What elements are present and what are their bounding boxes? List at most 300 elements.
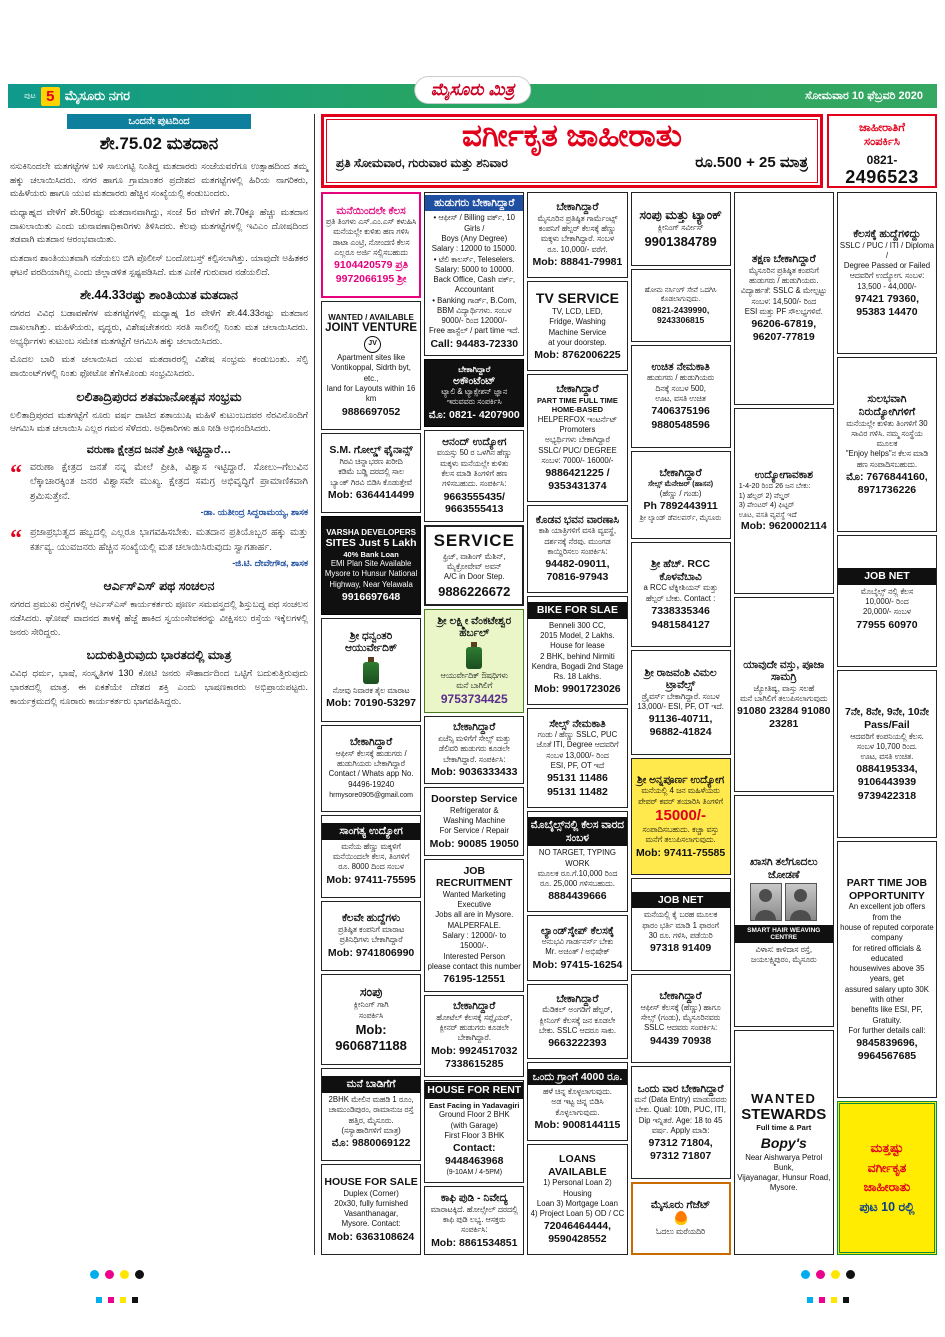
ad-body-line: Refrigerator & <box>449 805 499 815</box>
ad-title: PART TIME JOB OPPORTUNITY <box>846 877 928 902</box>
ad-phone-number: 9481584127 <box>651 618 710 631</box>
flame-icon <box>675 1211 687 1225</box>
classified-ad <box>837 1101 937 1255</box>
ad-phone-number: 91080 23284 91080 23281 <box>737 705 831 730</box>
ad-phone-number: 91136-40711, 96882-41824 <box>648 713 713 738</box>
ad-body-line: ಅಡ ಇಟ್ಟ ಚಿನ್ನ ಬಿಡಿಸಿ <box>551 1097 604 1107</box>
classified-ad <box>424 716 524 785</box>
continuation-kicker: ಒಂದನೇ ಪುಟದಿಂದ <box>67 114 252 129</box>
ad-body-line: ಮೈಕ್ರೋವೇವ್ ಅವನ್ <box>446 562 502 571</box>
ad-phone-number: Mob: 9036333433 <box>431 765 518 778</box>
ad-body-line: Near Aishwarya Petrol Bunk, <box>745 1152 823 1172</box>
reg-dot-cyan <box>90 1270 99 1279</box>
ad-title: ಸುಲಭವಾಗಿ ನಿರುದ್ಯೋಗಿಗಳಿಗೆ <box>858 393 916 418</box>
ad-body-line: ಚಾಮುಂಡಿಪುರಂ, ರಾಮಾನುಜ ರಸ್ತೆ <box>328 1105 414 1115</box>
article-subheadline: ಲಲಿತಾದ್ರಿಪುರದ ಶತಮಾನೋತ್ಸವ ಸಂಭ್ರಮ <box>76 389 242 404</box>
ad-body-line: ಕೊಡಲಾಗುವುದು. <box>660 295 701 303</box>
ad-column <box>527 192 627 1255</box>
ad-body-line: ಕಡಿಮೆ ಬಡ್ಡಿ ದರದಲ್ಲಿ ಸಾಲ <box>338 467 404 477</box>
ad-title: ಯಾವುದೇ ವಸ್ತು, ಪೂಜಾ ಸಾಮಗ್ರಿ <box>743 658 825 684</box>
ad-phone-number: 8884439666 <box>548 890 607 903</box>
ad-body-line: ವಿದ್ಯಾರ್ಹತೆ: SSLC & ಮೇಲ್ಪಟ್ಟು <box>740 286 827 296</box>
reg-sq-yellow <box>831 1297 837 1303</box>
ad-highlight-amount: 15000/- <box>655 807 707 825</box>
ad-title: ಬೇಕಾಗಿದ್ದಾರೆ <box>659 990 702 1003</box>
reg-sq-yellow <box>120 1297 126 1303</box>
ad-phone-number: 97421 79360, 95383 14470 <box>854 293 920 318</box>
ad-body-line: Mysore. <box>769 1183 798 1193</box>
ad-title: ಹುಡುಗರು ಬೇಕಾಗಿದ್ದಾರೆ <box>425 195 523 212</box>
quote-attribution: -ಜಿ.ಟಿ. ದೇವೇಗೌಡ, ಶಾಸಕ <box>232 557 308 568</box>
classified-header <box>321 114 937 188</box>
ad-title: LOANS AVAILABLE <box>548 1153 607 1178</box>
ad-subtitle: 40% Bank Loan <box>343 549 399 559</box>
ad-body-line: ಸಂಬಳ: 14,500/- ರಿಂದ <box>751 296 817 306</box>
ad-title: ತಕ್ಷಣ ಬೇಕಾಗಿದ್ದಾರೆ <box>751 253 816 266</box>
classified-ad <box>424 1080 524 1184</box>
ad-body-line: EMI Plan Site Available <box>330 559 412 569</box>
ad-title: ಒಂದು ಗ್ರಾಂಗೆ 4000 ರೂ. <box>528 1069 626 1086</box>
classified-ad <box>631 758 731 876</box>
ad-phone-number: 9880548596 <box>651 418 710 431</box>
ad-title: ಸಂಪು <box>359 985 383 1000</box>
ad-title: ಆನಂದ್ ಉದ್ಯೋಗ <box>442 435 507 448</box>
ad-body-line: ಊಟ, ವಸತಿ ವ್ಯವಸ್ಥೆ ಇದೆ <box>738 509 797 519</box>
ad-body-line: ಹೋಮ ನರ್ಸಿಂಗ್ ಸೇವೆ ಒದಗಿಸಿ <box>644 286 717 294</box>
ad-body-line: NO TARGET, TYPING WORK <box>538 848 616 868</box>
ad-subtitle: PART TIME FULL TIME HOME-BASED <box>536 395 618 415</box>
ad-footer-text: hrmysore0905@gmail.com <box>329 791 413 799</box>
classified-ad <box>527 192 627 278</box>
article-column <box>10 114 315 1255</box>
classified-ad <box>424 859 524 992</box>
ad-body-line: ಹೋಟೆಲ್ ಕೆಲಸಕ್ಕೆ ಸಪ್ಲೈಯರ್, <box>436 1012 513 1022</box>
ad-body-line: ದರ್ಶನಕ್ಕೆ ನೆರವು. ಮುಂಗಡ <box>544 536 611 546</box>
ad-phone-number: 7338615285 <box>445 1058 504 1071</box>
ad-body-line: • ಆಫೀಸ್ / Billing ವರ್ಕ್, 10 Girls / <box>433 213 516 233</box>
ad-body-line: ಕ್ಲೀನರ್ ಹುಡುಗರು ಕೂಡಲೇ <box>439 1023 509 1033</box>
ad-title: ಬೇಕಾಗಿದ್ದಾರೆ <box>556 201 599 214</box>
ad-body-line: ದಿನಕ್ಕೆ ಸಂಬಳ 500, <box>655 383 706 393</box>
ad-phone-number: Call: 94483-72330 <box>430 337 519 350</box>
ad-body-line: ಮನೆಯಲ್ಲೇ ಕುಳಿತು ಹಣ ಗಳಿಸಿ <box>333 227 409 237</box>
ad-title: ಶ್ರೀ ಧನ್ವಂತರಿ ಆಯುರ್ವೇದಿಕ್ <box>345 629 398 655</box>
reg-sq-magenta <box>108 1297 114 1303</box>
ad-body-line: ಬೇಕಾಗಿದ್ದಾರೆ. <box>457 1033 492 1043</box>
ad-body-line: An excellent job offers from the <box>848 902 926 922</box>
ad-body-line: ಬ್ಯಾಂಕ್ ಗಿರವಿ ಬಿಡಿಸಿ ಕೊಡುತ್ತೇವೆ <box>330 477 412 487</box>
reg-dot-yellow <box>120 1270 129 1279</box>
ad-phone-number: 9753734425 <box>440 692 508 707</box>
ad-subtitle: Full time & Part <box>756 1123 812 1133</box>
ad-body-line: ಆಯುರ್ವೇದಿಕ್ ಔಷಧಿಗಳು <box>440 670 508 680</box>
ad-footer-text: ಶ್ರೀ ಲ್ಯಾಂಡ್ ಡೆವಲಪರ್ಸ್, ಮೈಸೂರು <box>639 514 722 522</box>
ad-phone-number: ಮೊ: 0821- 4207900 <box>428 408 520 421</box>
ad-title: ಖಾಸಗಿ ತಲೆಗೂದಲು ಜೋಡಣೆ <box>749 855 818 881</box>
ad-body-line: ವರ್ಷ. Apply ಮಾಡಿ: <box>651 1125 710 1135</box>
ad-body-line: 13,000/- ESI, PF, OT ಇದೆ. <box>637 702 724 711</box>
ad-body-line: ಸಾವಿರ ಗಳಿಸಿ. ನಮ್ಮ ಸಂಸ್ಥೆಯ ಮೂಲಕ <box>851 428 923 449</box>
article-paragraph: ಲಲಿತಾದ್ರಿಪುರದ ಮತಗಟ್ಟೆಗೆ ನೂರು ವರ್ಷ ದಾಟಿದ ಶತಾಯುಷಿ ಮಹಿಳೆ ಕುಟುಂಬದವರ ನೆರವಿನೊಂದಿಗೆ ಆಗಮಿಸಿ ಮತ ಚಲಾಯಿಸಿ ಎಲ್ಲರ ಗಮನ ಸೆಳೆದರು. ಅಧಿಕಾರಿಗಳು ಹೂ ನೀಡಿ ಅಭಿನಂದಿಸಿದರು. <box>10 409 308 434</box>
ad-body-line: 2BHK ಮೇಲಿನ ಮಹಡಿ 1 ರೂಂ, <box>328 1095 414 1105</box>
ad-body-line: Benneli 300 CC, <box>549 620 606 630</box>
classified-ad <box>837 357 937 532</box>
more-ads-line: ವರ್ಗೀಕೃತ <box>867 1160 907 1175</box>
ad-body-line: ಸಂಪರ್ಕಿಸಿ <box>358 1010 384 1020</box>
ad-header-text: ಬೇಕಾಗಿದ್ದಾರೆ <box>458 364 491 374</box>
classifieds-section <box>321 114 937 1255</box>
section-name: ಮೈಸೂರು ನಗರ <box>64 88 130 103</box>
pull-quote: “ ವರುಣಾ ಕ್ಷೇತ್ರದ ಜನತೆ ನನ್ನ ಮೇಲೆ ಪ್ರೀತಿ, ವಿಶ್ವಾಸ ಇಟ್ಟಿದ್ದಾರೆ. ಸೋಲು–ಗೆಲುವಿನ ಲೆಕ್ಕಾಚಾರಕ್ಕಿಂತ ಜನರ ವಿಶ್ವಾಸವೇ ಮುಖ್ಯ. ಕ್ಷೇತ್ರದ ಸಮಗ್ರ ಅಭಿವೃದ್ಧಿಗೆ ಪ್ರಾಮಾಣಿಕವಾಗಿ ಶ್ರಮಿಸುತ್ತೇನೆ. -ಡಾ. ಯತೀಂದ್ರ ಸಿದ್ದರಾಮಯ್ಯ, ಶಾಸಕ <box>10 461 308 519</box>
ad-phone-number: Mob: 9924517032 <box>431 1044 518 1057</box>
ad-body-line: ಕ್ಲೀನಿಂಗ್ ಸರ್ವೀಸ್ <box>657 223 704 233</box>
ad-phone-number: 9739422318 <box>857 789 917 802</box>
ad-body-line: ಕಾಫಿ ಪುಡಿ ಲಭ್ಯ. ಆಸಕ್ತರು <box>442 1215 506 1225</box>
ad-body-line: ಹಳೆ ಚಿನ್ನ ಕೊಳ್ಳಲಾಗುವುದು. <box>542 1087 612 1097</box>
ad-phone-number: 9663222393 <box>548 1037 607 1050</box>
ad-body-line: Salary : 12000 to 15000. <box>431 244 517 254</box>
classified-ad <box>631 269 731 341</box>
classified-ad <box>321 901 421 971</box>
page-number: 5 <box>41 87 60 106</box>
ad-title: ಶ್ರೀ ಲಕ್ಷ್ಮೀ ವೆಂಕಟೇಶ್ವರ ಹರ್ಬಲ್ <box>437 614 512 640</box>
ad-body-line: ಸಂಪಾದಿಸಬಹುದು. ಕಚ್ಚಾ ವಸ್ತು <box>642 825 719 835</box>
ad-subtitle: ಸೇಲ್ಸ್ ಮೆನೇಜರ್ (ಹಾಸನ) <box>648 479 714 489</box>
ad-title: ಬೇಕಾಗಿದ್ದಾರೆ <box>349 736 393 749</box>
ad-body-line: ಮೆಡಿಕಲ್ ಅಂಗಡಿಗೆ ಹೆಲ್ಪರ್, <box>542 1005 613 1015</box>
ad-body-line: Duplex (Corner) <box>343 1188 399 1198</box>
ad-body-line: Jobs all are in Mysore. <box>435 910 514 920</box>
ad-body-line: SSLC / PUC / ITI / Diploma / <box>839 240 934 260</box>
ad-body-line: 1) ಹೆಲ್ಪರ್ 2) ವೆಲ್ಡರ್ <box>738 490 791 500</box>
registration-squares-left <box>96 1297 138 1303</box>
ad-body-line: ಮನೆಯಲ್ಲಿ ಕೈ ಬರಹ ಮೂಲಕ <box>643 910 718 920</box>
ad-phone-number: 9886226672 <box>438 583 511 599</box>
ad-body-line: benefits like ESI, PF, Gratuity. <box>851 1005 923 1025</box>
quote-mark-icon: “ <box>10 526 22 553</box>
classified-ad <box>321 301 421 430</box>
ad-body-line: ಊಟ, ವಸತಿ ಉಚಿತ. <box>860 752 914 762</box>
ad-body-line: ಹೆಲ್ಪರ್ ಬೇಕು. Contact : <box>645 593 716 603</box>
ad-body-line: housewives above 35 years, get <box>849 964 925 984</box>
ad-body-line: Loan 3) Mortgage Loan <box>536 1198 618 1208</box>
ad-body-line: Rs. 18 Lakhs. <box>553 672 602 682</box>
ad-body-line: 2015 Model, 2 Lakhs. <box>540 630 615 640</box>
ad-body-line: For further details call: <box>848 1025 926 1035</box>
ad-phone-number: Mob: 9606871188 <box>335 1022 407 1053</box>
ad-phone-number: Mob: 9741806990 <box>327 946 415 959</box>
article-subheadline: ಬದುಕುತ್ತಿರುವುದು ಭಾರತದಲ್ಲಿ ಮಾತ್ರ <box>86 648 232 663</box>
ad-phone-number: 94482-09011, 70816-97943 <box>545 558 610 583</box>
ad-body-line: (ಹೆಣ್ಣು / ಗಂಡು) <box>659 488 702 498</box>
classified-ad <box>527 281 627 371</box>
article-paragraph: ನಗರದ ವಿವಿಧ ಬಡಾವಣೆಗಳ ಮತಗಟ್ಟೆಗಳಲ್ಲಿ ಮಧ್ಯಾಹ್ನ 1ರ ವೇಳೆಗೆ ಶೇ.44.33ರಷ್ಟು ಮತದಾನ ದಾಖಲಾಗಿತ್ತು. ಮಹಿಳೆಯರು, ವೃದ್ಧರು, ವಿಶೇಷಚೇತನರು ಸರತಿ ಸಾಲಿನಲ್ಲಿ ನಿಂತು ಮತ ಚಲಾಯಿಸಿದರು. ಅಭ್ಯರ್ಥಿಗಳು ಕುಟುಂಬ ಸಮೇತ ಮತಗಟ್ಟೆಗೆ ಆಗಮಿಸಿ ಹಕ್ಕು ಚಲಾಯಿಸಿದರು. <box>10 308 308 346</box>
article-paragraph: ನಗರದ ಪ್ರಮುಖ ರಸ್ತೆಗಳಲ್ಲಿ ಆರ್ಎಸ್ಎಸ್ ಕಾರ್ಯಕರ್ತರು ಪೂರ್ಣ ಸಮವಸ್ತ್ರದಲ್ಲಿ ಶಿಸ್ತುಬದ್ಧ ಪಥ ಸಂಚಲನ ನಡೆಸಿದರು. ಘೋಷ್ ವಾದನದ ತಾಳಕ್ಕೆ ಹೆಜ್ಜೆ ಹಾಕಿದ ಸ್ವಯಂಸೇವಕರನ್ನು ವೀಕ್ಷಿಸಲು ರಸ್ತೆಯ ಇಕ್ಕೆಲಗಳಲ್ಲಿ ಜನರು ಸೇರಿದ್ದರು. <box>10 599 308 637</box>
ad-phone-number: Mob: 9620002114 <box>740 520 827 533</box>
article-headline: ಶೇ.75.02 ಮತದಾನ <box>99 134 219 153</box>
ad-body-line: ಮಕ್ಕಳು ಮನೆಯಲ್ಲೇ ಕುಳಿತು <box>440 458 509 468</box>
ad-phone-number: Mob: 97415-16254 <box>532 958 623 971</box>
ad-phone-number: Mob: 97411-75585 <box>635 846 726 859</box>
ad-phone-number: Ph 7892443911 <box>643 500 718 513</box>
classified-ad <box>631 192 731 266</box>
classified-ad <box>631 451 731 539</box>
ad-body-line: ಬೇಕು. Qual: 10th, PUC, ITI, <box>635 1105 726 1115</box>
classified-ad <box>424 192 524 356</box>
more-ads-line: ಮತ್ತಷ್ಟು <box>870 1141 904 1156</box>
ad-title: ಸಂಪು ಮತ್ತು ಟ್ಯಾಂಕ್ <box>639 208 722 223</box>
ad-title: JOINT VENTUREJV <box>324 322 418 353</box>
ad-body-line: Free ಹಾಸ್ಟೆಲ್ / part time ಇದೆ. <box>428 326 520 336</box>
reg-dot-cyan <box>801 1270 810 1279</box>
ad-title: ಶ್ರೀ ಹೆಚ್. RCC ಕೊಳವೆಬಾವಿ <box>651 558 711 583</box>
bottle-icon <box>363 657 379 684</box>
classified-ad <box>527 374 627 502</box>
classified-ad <box>527 708 627 808</box>
ad-body-line: 30 ರೂ. ಗಳಿಸಿ, ಪಡೆಯಿರಿ <box>648 930 713 940</box>
article-paragraph: ವಿವಿಧ ಧರ್ಮ, ಭಾಷೆ, ಸಂಸ್ಕೃತಿಗಳ 130 ಕೋಟಿ ಜನರು ಸೌಹಾರ್ದದಿಂದ ಒಟ್ಟಿಗೆ ಬದುಕುತ್ತಿರುವುದು ಭಾರತದಲ್ಲಿ ಮಾತ್ರ. ಈ ಏಕತೆಯೇ ದೇಶದ ಶಕ್ತಿ ಎಂದು ಭಾಷಣಕಾರರು ಅಭಿಪ್ರಾಯಪಟ್ಟರು. ಕಾರ್ಯಕ್ರಮದಲ್ಲಿ ನೂರಾರು ಕಾರ್ಯಕರ್ತರು ಭಾಗವಹಿಸಿದ್ದರು. <box>10 668 308 706</box>
ad-body-line: Back Office, Cash ವರ್ಕ್, <box>433 275 516 285</box>
ad-footer-text: (9-10AM / 4-5PM) <box>446 1169 503 1177</box>
bottle-icon <box>466 642 482 669</box>
ad-title: ಕೊಡವ ಭವನ ವಾರಣಾಸಿ <box>535 513 620 526</box>
ad-body-line: ಪೇಪರ್ ಕವರ್ ತಯಾರಿಸಿ ತಿಂಗಳಿಗೆ <box>638 796 724 806</box>
reg-dot-yellow <box>831 1270 840 1279</box>
article-paragraph: ನಸುಕಿನಿಂದಲೇ ಮತಗಟ್ಟೆಗಳ ಬಳಿ ಸಾಲುಗಟ್ಟಿ ನಿಂತಿದ್ದ ಮತದಾರರು ಸಂಜೆಯವರೆಗೂ ಉತ್ಸಾಹದಿಂದ ತಮ್ಮ ಹಕ್ಕು ಚಲಾಯಿಸಿದರು. ನಗರ ಹಾಗೂ ಗ್ರಾಮಾಂತರ ಪ್ರದೇಶದ ಮತಗಟ್ಟೆಗಳಲ್ಲಿ ಹಿರಿಯ ನಾಗರಿಕರು, ಮಹಿಳೆಯರು ಹಾಗೂ ಯುವ ಮತದಾರರು ಹೆಚ್ಚಿನ ಸಂಖ್ಯೆಯಲ್ಲಿ ಕಂಡುಬಂದರು. <box>10 161 308 199</box>
ad-body-line: 2 BHK, behind Nirmiti <box>540 651 615 661</box>
ad-phone-number: 7338335346 <box>651 604 710 617</box>
ad-body-line: Highway, Near Yelawala <box>329 579 413 589</box>
ad-body-line: assured salary upto 30K with other <box>844 984 929 1005</box>
ad-body-line: ಜೊತೆ ITI, Degree ಆದವರಿಗೆ <box>536 740 619 750</box>
classified-ad <box>424 525 524 606</box>
ad-body-line: ವಯಸ್ಸು 50 ರ ಒಳಗಿನ ಹೆಣ್ಣು <box>436 448 512 458</box>
ad-body-line: ಸಂಬಳ 10,700 ರಿಂದ. <box>856 741 917 751</box>
ad-body-line: ಮೊಬೈಲ್ಸ್ ನಲ್ಲಿ ಕೆಲಸ <box>860 586 914 596</box>
ad-phone-number: 9663555435/ 9663555413 <box>443 490 505 516</box>
ad-body-line: ಊಟ, ವಸತಿ ಉಚಿತ <box>655 393 706 403</box>
ad-phone-number: 9916697648 <box>341 591 401 604</box>
ad-body-line: ಡೆಲಿವರಿ ಹುಡುಗರು ಕೂಡಲೇ <box>438 744 510 754</box>
registration-marks-left <box>90 1270 144 1279</box>
ad-body-line: 13,500 - 44,000/- <box>857 281 917 291</box>
contact-phone: 2496523 <box>845 166 919 187</box>
ad-title: ಕೆಲಸಕ್ಕೆ ಹುದ್ದೆಗಳಿದ್ದು <box>853 228 921 241</box>
ad-body-line: ರೂ. 8000 ದಿಂದ ಸಂಬಳ <box>338 862 404 872</box>
ad-body-line: Salary : 12000/- to 15000/-. <box>442 930 507 951</box>
quote-attribution: -ಡಾ. ಯತೀಂದ್ರ ಸಿದ್ದರಾಮಯ್ಯ, ಶಾಸಕ <box>200 506 308 517</box>
ad-body-line: 10,000/- ರಿಂದ <box>865 597 909 607</box>
reg-sq-black <box>843 1297 849 1303</box>
ad-title: TV SERVICE <box>535 290 619 307</box>
jv-badge-icon: JV <box>364 336 381 353</box>
ad-body-line: ಕಾಶಿ ಯಾತ್ರಿಗಳಿಗೆ ವಸತಿ ವ್ಯವಸ್ಥೆ, <box>538 526 617 536</box>
classified-ad <box>527 596 627 705</box>
classified-ad <box>321 815 421 898</box>
ad-body-line: • Banking ಗಾರ್ಡ್, B.Com, <box>432 295 517 305</box>
quote-heading: ವರುಣಾ ಕ್ಷೇತ್ರದ ಜನತೆ ಪ್ರೀತಿ ಇಟ್ಟಿದ್ದಾರೆ… <box>86 444 232 457</box>
ad-body-line: ಬೇಕು. SSLC ಆದರೂ ಸಾಕು. <box>538 1026 617 1036</box>
page-content <box>10 114 937 1255</box>
classified-ad <box>631 650 731 754</box>
ad-body-line: 1) Personal Loan 2) Housing <box>543 1178 612 1198</box>
ad-body-line: 9000/- ರಿಂದ 12000/- <box>441 316 507 326</box>
classified-ad <box>837 841 937 1098</box>
ad-phone-number: Mob: 6363108624 <box>327 1230 415 1243</box>
ad-title: ಕೆಲವೇ ಹುದ್ದೆಗಳು <box>341 912 401 925</box>
ad-body-line: ಎಲ್ಲರೂ ಅರ್ಜಿ ಸಲ್ಲಿಸಬಹುದು <box>334 248 408 258</box>
ad-body-line: ESI, PF, OT ಇದೆ <box>550 760 605 770</box>
classified-ad <box>424 995 524 1077</box>
ad-body-line: please contact this number <box>427 961 521 971</box>
ad-body-line: for retired officials & educated <box>852 943 922 963</box>
ad-title: 7ನೇ, 8ನೇ, 9ನೇ, 10ನೇ Pass/Fail <box>845 706 929 731</box>
ad-body-line: HELPERFOX ಇಂಟರ್ನೆಟ್ Promoters <box>537 414 618 434</box>
ad-title: BIKE FOR SLAE <box>528 602 626 619</box>
reg-dot-black <box>846 1270 855 1279</box>
ad-body-line: ಅನುಭವಿ ಗಾರ್ಡನರ್ಸ್ ಬೇಕು <box>541 937 614 947</box>
ad-body-line: ಕೆಲಸ ಮಾಡಿ ತಿಂಗಳಿಗೆ ಹಣ <box>441 469 508 478</box>
ad-phone-number: 97312 71804, 97312 71807 <box>648 1137 713 1162</box>
ad-body-line: Contact / Whats app No. <box>328 769 414 779</box>
ad-title: ಶ್ರೀ ರಾಜವಂಶಿ ವಿಮಲ ಟ್ರಾವೆಲ್ಸ್ <box>644 666 717 692</box>
ad-body-line: SSLC/ PUC/ DEGREE <box>538 445 617 455</box>
ad-phone-number: 0821-2439990, 9243306815 <box>652 304 710 326</box>
ad-body-line: Mysore to Hunsur National <box>324 569 418 579</box>
ad-title: JOB RECRUITMENT <box>436 864 513 890</box>
ad-phone-number: 77955 60970 <box>856 618 918 631</box>
article-paragraph: ಮೊದಲ ಬಾರಿ ಮತ ಚಲಾಯಿಸಿದ ಯುವ ಮತದಾರರಲ್ಲಿ ವಿಶೇಷ ಸಂಭ್ರಮ ಕಂಡುಬಂತು. ಸೆಲ್ಫಿ ಪಾಯಿಂಟ್‌ಗಳಲ್ಲಿ ನಿಂತು ಫೋಟೋ ತೆಗೆಸಿಕೊಂಡು ಸಂಭ್ರಮಿಸಿದರು. <box>10 354 308 379</box>
ad-body-line: ಹುಡುಗರು / ಹುಡುಗಿಯರು <box>647 373 715 383</box>
ad-header-text: WANTED / AVAILABLE <box>328 312 414 322</box>
ad-title: WANTED <box>751 1091 817 1107</box>
ad-phone-number: 95131 11482 <box>547 785 608 798</box>
ad-title: ಸಾಂಗತ್ಯ ಉದ್ಯೋಗ <box>322 823 420 840</box>
ad-body-line: ಕ್ಲೀನಿಂಗ್ ಗಾಗಿ <box>353 1000 389 1010</box>
ad-phone-number: 76195-12551 <box>443 973 506 986</box>
ad-body-line: ಬೇಕಾಗಿದ್ದಾರೆ. ಸಂಪರ್ಕಿಸಿ: <box>443 754 506 764</box>
ad-title: Doorstep Service <box>431 793 518 806</box>
ad-body-line: Apartment sites like <box>337 353 406 363</box>
ad-body-line: Vontikoppal, Sidrth byt, etc., <box>331 363 411 383</box>
ad-title: HOUSE FOR RENT <box>425 1082 523 1099</box>
ad-phone-number: Mob: 9008144115 <box>534 1118 621 1131</box>
classified-ad <box>631 1182 731 1255</box>
ad-body-line: MALPERFALE. <box>447 920 501 930</box>
classified-ad <box>631 345 731 448</box>
ad-body-line: a RCC ಟೆಕ್ನೀಶಿಯನ್ ಮತ್ತು <box>643 583 718 593</box>
ad-phone-number: Mob: 9901723026 <box>534 683 621 696</box>
ad-body-line: ಫ್ರಿಜ್, ವಾಶಿಂಗ್ ಮೆಶಿನ್, <box>442 551 506 561</box>
registration-marks-right <box>801 1270 855 1279</box>
ad-body-line: BBM ವಿದ್ಯಾರ್ಥಿಗಳು. ಸಂಬಳ <box>437 305 512 315</box>
ad-body-line: ಮನೆ ಬಾಗಿಲಿಗೆ ತಲುಪಿಸಲಾಗುವುದು <box>740 694 828 704</box>
classified-ad <box>837 535 937 667</box>
ad-body-line: 4) Project Loan 5) OD / CC <box>530 1209 625 1219</box>
ad-title: ಉಚಿತ ನೇಮಕಾತಿ <box>651 360 710 373</box>
ad-title: HOUSE FOR SALE <box>324 1176 418 1188</box>
ad-body-line: ಆದವರಿಗೆ ಉದ್ಯೋಗ. ಸಂಬಳ: <box>849 271 925 281</box>
ad-title: SITES Just 5 Lakh <box>325 537 417 550</box>
ad-title: ಲ್ಯಾಂಡ್‌ಸ್ಕೇಪ್ ಕೆಲಸಕ್ಕೆ <box>540 924 614 937</box>
ad-body-line: ಆಫೀಸ್ ಕೆಲಸಕ್ಕೆ ಹುಡುಗರು / <box>335 748 407 758</box>
ad-body-line: Interested Person <box>443 951 506 961</box>
ad-body-line: ಪ್ರತಿಷ್ಠಿತ ಕಂಪನಿಗೆ ಮಾರಾಟ <box>337 925 405 935</box>
ad-body-line: ಡಾಟಾ ಎಂಟ್ರಿ, ನೋಂದಣಿ ಕೆಲಸ <box>332 237 410 247</box>
ad-body-line: Washing Machine <box>443 815 506 825</box>
ad-body-line: ಮೈಸೂರಿನ ಪ್ರತಿಷ್ಠಿತ ಗಾರ್ಮೆಂಟ್ಸ್ <box>537 213 618 223</box>
ad-body-line: Vijayanagar, Hunsur Road, <box>737 1173 831 1183</box>
article-paragraph: ಮಧ್ಯಾಹ್ನದ ವೇಳೆಗೆ ಶೇ.50ರಷ್ಟು ಮತದಾನವಾಗಿದ್ದು, ಸಂಜೆ 5ರ ವೇಳೆಗೆ ಶೇ.70ಕ್ಕೂ ಹೆಚ್ಚು ಮತದಾನ ದಾಖಲಾಯಿತು ಎಂದು ಚುನಾವಣಾಧಿಕಾರಿಗಳು ತಿಳಿಸಿದರು. ಕೆಲವು ಮತಗಟ್ಟೆಗಳಲ್ಲಿ ಇವಿಎಂ ದೋಷದಿಂದ ತಡವಾಗಿ ಮತದಾನ ಆರಂಭವಾಯಿತು. <box>10 207 308 245</box>
classified-ad <box>631 974 731 1063</box>
classified-ad <box>631 1066 731 1178</box>
article-subheadline: ಶೇ.44.33ರಷ್ಟು ಶಾಂತಿಯುತ ಮತದಾನ <box>80 288 238 303</box>
ad-header-text: VARSHA DEVELOPERS <box>326 527 416 537</box>
ad-title: ಬೇಕಾಗಿದ್ದಾರೆ <box>659 466 702 479</box>
ad-body-line: ರೂ. 25,000 ಗಳಿಸಬಹುದು. <box>539 879 615 889</box>
ad-title: ಮೊಬೈಲ್ಸ್‌ನಲ್ಲಿ ಕೆಲಸ ವಾರದ ಸಂಬಳ <box>528 817 626 846</box>
ad-body-line: Machine Service <box>548 327 607 337</box>
classified-ad <box>837 670 937 838</box>
ad-body-line: ಮನೆ (Data Entry) ಮಾಡುವವರು <box>634 1095 727 1105</box>
portrait-photo <box>750 883 782 921</box>
ad-column <box>837 192 937 1255</box>
ad-title: ಮನೆ ಬಾಡಿಗೆಗೆ <box>322 1076 420 1093</box>
classified-ad <box>527 1144 627 1255</box>
ad-body-line: (with Garage) <box>450 1120 498 1130</box>
ad-phone-number: 7406375196 <box>651 405 710 418</box>
reg-sq-cyan <box>807 1297 813 1303</box>
ad-phone-number: Mob: 70190-53297 <box>326 697 417 710</box>
ad-title: ಒಂದು ವಾರ ಬೇಕಾಗಿದ್ದಾರೆ <box>637 1082 724 1095</box>
classified-ad <box>631 542 731 647</box>
ad-body-line: ಇರುವವರು ಸಂಪರ್ಕಿಸಿ <box>446 397 502 407</box>
ad-body-line: • ಟೆಲಿ ಕಾಲರ್ಸ್, Teleselers. <box>433 254 515 264</box>
ad-body-line: Ground Floor 2 BHK <box>438 1110 510 1120</box>
reg-sq-cyan <box>96 1297 102 1303</box>
classified-ad <box>734 1030 834 1255</box>
ad-title: ಸೇಲ್ಸ್ ನೇಮಕಾತಿ <box>549 717 606 730</box>
ad-body-line: ಕಂಪನಿಗೆ ಹೆಲ್ಪರ್ ಕೆಲಸಕ್ಕೆ ಹೆಣ್ಣು <box>538 224 617 234</box>
ad-body-line: ಕ್ಲೀನಿಂಗ್ ಕೆಲಸಕ್ಕೆ ಜನ ಕೂಡಲೇ <box>539 1015 616 1025</box>
ad-body-line: Salary: 5000 to 10000. <box>435 264 514 274</box>
ad-phone-number: 9972066195 ಶ್ರೀ <box>335 272 407 285</box>
ad-phone-number: 94439 70938 <box>649 1034 712 1047</box>
ad-phone-number: Mob: 97411-75595 <box>326 873 416 886</box>
hair-photos <box>737 883 831 921</box>
reg-dot-black <box>135 1270 144 1279</box>
ad-body-line: ಕಾಯ್ದಿರಿಸಲು ಸಂಪರ್ಕಿಸಿ: <box>547 547 608 556</box>
ad-phone-number: ಮೊ: 7676844160, 8971736226 <box>846 470 928 496</box>
quote-mark-icon: “ <box>10 461 22 488</box>
classified-ad <box>734 597 834 791</box>
ad-title: ಬೇಕಾಗಿದ್ದಾರೆ <box>556 992 599 1005</box>
ad-subtitle: East Facing in Yadavagiri <box>429 1101 520 1111</box>
ad-body-line: "Enjoy helps"ನ ಕೆಲಸ ಮಾಡಿ <box>845 449 929 459</box>
ad-body-line: (ಸಸ್ಯಾಹಾರಿಗಳಿಗೆ ಮಾತ್ರ) <box>341 1125 401 1135</box>
classified-ad <box>424 1186 524 1255</box>
ad-body-line: ಮನೆಯಿಂದಲೇ ಕೆಲಸ, ತಿಂಗಳಿಗೆ <box>332 852 410 862</box>
classified-ad <box>734 795 834 1027</box>
classified-ad <box>837 192 937 354</box>
ad-body-line: ಏಜೆನ್ಸಿ ಮಳಿಗೆಗೆ ಸೇಲ್ಸ್ ಮತ್ತು <box>437 734 511 744</box>
ad-phone-number: Contact: 9448463968 <box>445 1142 504 1167</box>
ad-body-line: ESI ಮತ್ತು PF ಸೌಲಭ್ಯಗಳಿವೆ. <box>744 306 823 316</box>
classified-ad <box>321 725 421 812</box>
ad-body-line: ಸಂಪರ್ಕಿಸಿ: <box>460 1225 488 1235</box>
ad-body-line: ಮಕ್ಕಳು ಬೇಕಾಗಿದ್ದಾರೆ. ಸಂಬಳ <box>540 234 615 244</box>
reg-dot-magenta <box>105 1270 114 1279</box>
